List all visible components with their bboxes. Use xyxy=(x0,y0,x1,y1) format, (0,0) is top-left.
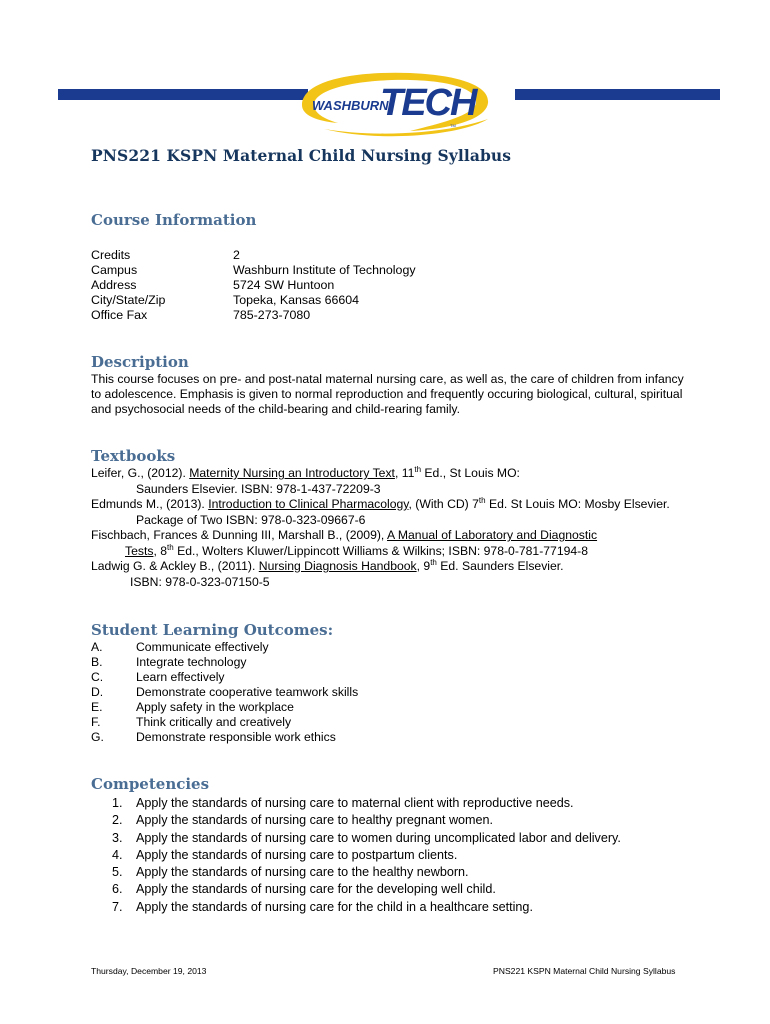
textbook-edition-suffix: th xyxy=(478,495,486,505)
textbook-edition: , 9 xyxy=(416,559,431,573)
textbook-author: Leifer, G., (2012). xyxy=(91,466,190,480)
textbooks-heading: Textbooks xyxy=(91,447,176,465)
outcome-item xyxy=(91,715,358,730)
outcome-text: Learn effectively xyxy=(136,670,225,684)
textbook-edition: , 8 xyxy=(153,543,168,558)
textbook-edition-suffix: th xyxy=(167,542,174,552)
textbook-2 xyxy=(91,497,670,513)
info-value: 785-273-7080 xyxy=(233,308,311,322)
info-label: Credits xyxy=(91,248,131,262)
outcome-item xyxy=(91,640,358,655)
textbook-title: Maternity Nursing an Introductory Text xyxy=(189,466,395,480)
competency-number: 7. xyxy=(112,899,123,914)
textbook-3-cont xyxy=(91,544,670,560)
logo-word-large: TECH xyxy=(380,82,476,124)
competency-number: 2. xyxy=(112,813,123,828)
textbook-edition: , 11 xyxy=(394,466,415,480)
outcome-text: Demonstrate cooperative teamwork skills xyxy=(136,685,359,699)
competency-text: Apply the standards of nursing care to women during uncomplicated labor and delivery. xyxy=(136,830,621,845)
competency-number: 6. xyxy=(112,882,123,897)
textbook-author: Fischbach, Frances & Dunning III, Marshall B., (2009), xyxy=(91,528,388,542)
textbook-4-isbn: ISBN: 978-0-323-07150-5 xyxy=(130,574,270,589)
textbook-title: A Manual of Laboratory and Diagnostic xyxy=(387,528,598,542)
competency-item xyxy=(112,864,621,881)
course-information-heading: Course Information xyxy=(91,211,257,229)
competency-number: 1. xyxy=(112,796,123,810)
outcome-letter: E. xyxy=(91,700,103,714)
textbook-1-isbn: Saunders Elsevier. ISBN: 978-1-437-72209-3 xyxy=(136,481,381,496)
textbook-title: Introduction to Clinical Pharmacology xyxy=(208,497,409,511)
competency-item xyxy=(112,830,621,847)
textbook-title: Nursing Diagnosis Handbook xyxy=(258,559,417,573)
textbook-1 xyxy=(91,466,670,482)
logo-word-small: WASHBURN xyxy=(312,98,389,113)
competency-item xyxy=(112,881,621,898)
competency-item xyxy=(112,847,621,864)
outcome-text: Integrate technology xyxy=(136,655,247,669)
textbook-edition-suffix: th xyxy=(414,464,422,474)
info-label: Address xyxy=(91,278,137,292)
textbook-publisher: Ed., St Louis MO: xyxy=(421,466,520,480)
textbook-edition-suffix: th xyxy=(430,557,437,567)
outcome-item xyxy=(91,700,358,715)
competencies-list xyxy=(112,795,621,916)
info-value: 2 xyxy=(233,248,240,262)
competency-text: Apply the standards of nursing care for the developing well child. xyxy=(136,882,496,897)
outcomes-heading: Student Learning Outcomes: xyxy=(91,621,334,639)
washburn-tech-logo xyxy=(292,63,502,138)
info-row-credits xyxy=(91,248,416,263)
footer-date: Thursday, December 19, 2013 xyxy=(91,966,207,976)
textbook-title-cont: Tests xyxy=(125,543,154,558)
info-label: City/State/Zip xyxy=(91,293,166,307)
header-bar-left xyxy=(58,89,308,100)
description-text: This course focuses on pre- and post-natal maternal nursing care, as well as, the care of children from infancy to adolescence. Emphasis is given to normal reproduction and frequently occuring biological, cultural, spiritual and psychosocial needs of the child-bearing and child-rearing family. xyxy=(91,372,684,416)
textbook-publisher: Ed., Wolters Kluwer/Lippincott Williams & Wilkins; ISBN: 978-0-781-77194-8 xyxy=(173,543,588,558)
competency-number: 5. xyxy=(112,865,123,880)
info-value: 5724 SW Huntoon xyxy=(233,278,335,292)
info-value: Topeka, Kansas 66604 xyxy=(233,293,360,307)
competency-text: Apply the standards of nursing care to healthy pregnant women. xyxy=(136,813,494,828)
competency-text: Apply the standards of nursing care to maternal client with reproductive needs. xyxy=(136,796,574,810)
outcomes-list xyxy=(91,640,358,745)
info-label: Campus xyxy=(91,263,138,277)
outcome-text: Apply safety in the workplace xyxy=(136,700,294,714)
competency-item xyxy=(112,812,621,829)
outcome-text: Communicate effectively xyxy=(136,640,269,654)
outcome-item xyxy=(91,670,358,685)
outcome-letter: A. xyxy=(91,640,103,654)
competency-item xyxy=(112,899,621,916)
textbook-author: Ladwig G. & Ackley B., (2011). xyxy=(91,559,259,573)
competencies-heading: Competencies xyxy=(91,775,210,793)
outcome-letter: D. xyxy=(91,685,104,699)
textbook-publisher: Ed. St Louis MO: Mosby Elsevier. xyxy=(485,497,670,511)
outcome-item xyxy=(91,730,358,745)
outcome-letter: B. xyxy=(91,655,103,669)
description-heading: Description xyxy=(91,353,189,371)
info-row-office-fax xyxy=(91,308,416,323)
textbook-3 xyxy=(91,528,670,544)
competency-text: Apply the standards of nursing care for the child in a healthcare setting. xyxy=(136,899,533,914)
info-row-address xyxy=(91,278,416,293)
info-row-city-state-zip xyxy=(91,293,416,308)
logo-trademark: TM xyxy=(450,123,456,128)
competency-text: Apply the standards of nursing care to the healthy newborn. xyxy=(136,865,469,880)
competency-item xyxy=(112,795,621,812)
outcome-item xyxy=(91,655,358,670)
header-bar-right xyxy=(515,89,720,100)
page-title: PNS221 KSPN Maternal Child Nursing Syllabus xyxy=(91,146,512,165)
outcome-letter: F. xyxy=(91,715,101,729)
textbook-4 xyxy=(91,559,670,575)
textbook-publisher: Ed. Saunders Elsevier. xyxy=(436,559,564,573)
outcome-text: Think critically and creatively xyxy=(136,715,292,729)
page-header xyxy=(0,55,770,140)
info-value: Washburn Institute of Technology xyxy=(233,263,416,277)
outcome-text: Demonstrate responsible work ethics xyxy=(136,730,336,744)
textbook-edition: , (With CD) 7 xyxy=(408,497,479,511)
info-row-campus xyxy=(91,263,416,278)
textbook-2-isbn: Package of Two ISBN: 978-0-323-09667-6 xyxy=(136,512,366,527)
outcome-letter: G. xyxy=(91,730,104,744)
competency-number: 3. xyxy=(112,830,123,845)
course-information-table xyxy=(91,248,416,323)
info-label: Office Fax xyxy=(91,308,148,322)
outcome-letter: C. xyxy=(91,670,104,684)
textbooks-list xyxy=(91,466,670,590)
outcome-item xyxy=(91,685,358,700)
competency-number: 4. xyxy=(112,847,123,862)
textbook-author: Edmunds M., (2013). xyxy=(91,497,209,511)
footer-doc-title: PNS221 KSPN Maternal Child Nursing Syllabus xyxy=(493,966,676,976)
competency-text: Apply the standards of nursing care to postpartum clients. xyxy=(136,847,458,862)
